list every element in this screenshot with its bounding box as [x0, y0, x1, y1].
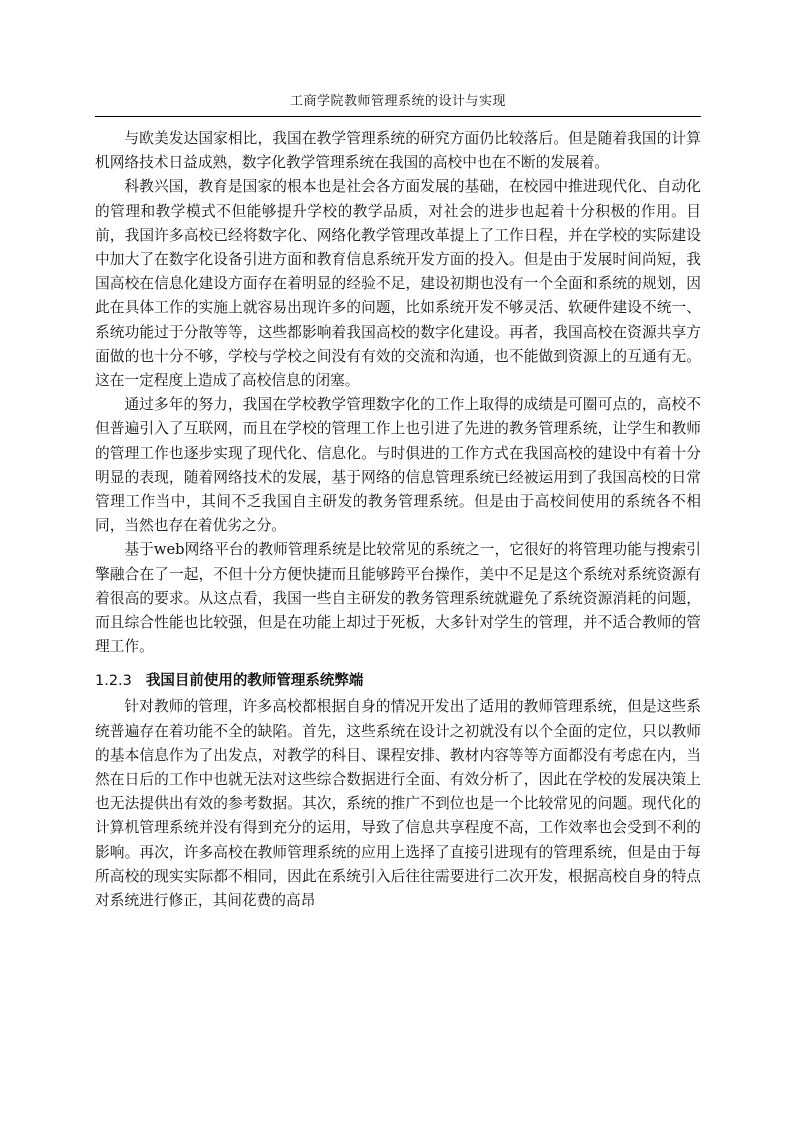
paragraph: 基于web网络平台的教师管理系统是比较常见的系统之一，它很好的将管理功能与搜索引擎融合在了一起，不但十分方便快捷而且能够跨平台操作，美中不足是这个系统对系统资源有着很高的要求。从这点看，我国一些自主研发的教务管理系统就避免了系统资源消耗的问题，而且综合性能也比较强，但是在功能上却过于死板，大多针对学生的管理，并不适合教师的管理工作。 — [95, 541, 701, 656]
paragraph: 科教兴国，教育是国家的根本也是社会各方面发展的基础，在校园中推进现代化、自动化的管理和教学模式不但能够提升学校的教学品质，对社会的进步也起着十分积极的作用。目前，我国许多高校已经将数字化、网络化教学管理改革提上了工作日程，并在学校的实际建设中加大了在数字化设备引进方面和教育信息系统开发方面的投入。但是由于发展时间尚短，我国高校在信息化建设方面存在着明显的经验不足，建设初期也没有一个全面和系统的规划，因此在具体工作的实施上就容易出现许多的问题，比如系统开发不够灵活、软硬件建设不统一、系统功能过于分散等等，这些都影响着我国高校的数字化建设。再者，我国高校在资源共享方面做的也十分不够，学校与学校之间没有有效的交流和沟通，也不能做到资源上的互通有无。这在一定程度上造成了高校信息的闭塞。 — [95, 178, 701, 390]
paragraph: 与欧美发达国家相比，我国在教学管理系统的研究方面仍比较落后。但是随着我国的计算机网络技术日益成熟，数字化教学管理系统在我国的高校中也在不断的发展着。 — [95, 130, 701, 172]
section-title: 我国目前使用的教师管理系统弊端 — [145, 673, 364, 690]
paragraph: 针对教师的管理，许多高校都根据自身的情况开发出了适用的教师管理系统，但是这些系统普遍存在着功能不全的缺陷。首先，这些系统在设计之初就没有以个全面的定位，只以教师的基本信息作为了出发点，对教学的科目、课程安排、教材内容等等方面都没有考虑在内，当然在日后的工作中也就无法对这些综合数据进行全面、有效分析了，因此在学校的发展决策上也无法提供出有效的参考数据。其次，系统的推广不到位也是一个比较常见的问题。现代化的计算机管理系统并没有得到充分的运用，导致了信息共享程度不高，工作效率也会受到不利的影响。再次，许多高校在教师管理系统的应用上选择了直接引进现有的管理系统，但是由于每所高校的现实实际都不相同，因此在系统引入后往往需要进行二次开发，根据高校自身的特点对系统进行修正，其间花费的高昂 — [95, 698, 701, 910]
body-text — [95, 127, 701, 913]
header-rule — [95, 116, 701, 117]
paragraph: 通过多年的努力，我国在学校教学管理数字化的工作上取得的成绩是可圈可点的，高校不但普遍引入了互联网，而且在学校的管理工作上也引进了先进的教务管理系统，让学生和教师的管理工作也逐步实现了现代化、信息化。与时俱进的工作方式在我国高校的建设中有着十分明显的表现，随着网络技术的发展，基于网络的信息管理系统已经被运用到了我国高校的日常管理工作当中，其间不乏我国自主研发的教务管理系统。但是由于高校间使用的系统各不相同，当然也存在着优劣之分。 — [95, 396, 701, 535]
running-header: 工商学院教师管理系统的设计与实现 — [289, 94, 506, 109]
section-heading — [95, 669, 701, 693]
section-number: 1.2.3 — [95, 673, 132, 690]
